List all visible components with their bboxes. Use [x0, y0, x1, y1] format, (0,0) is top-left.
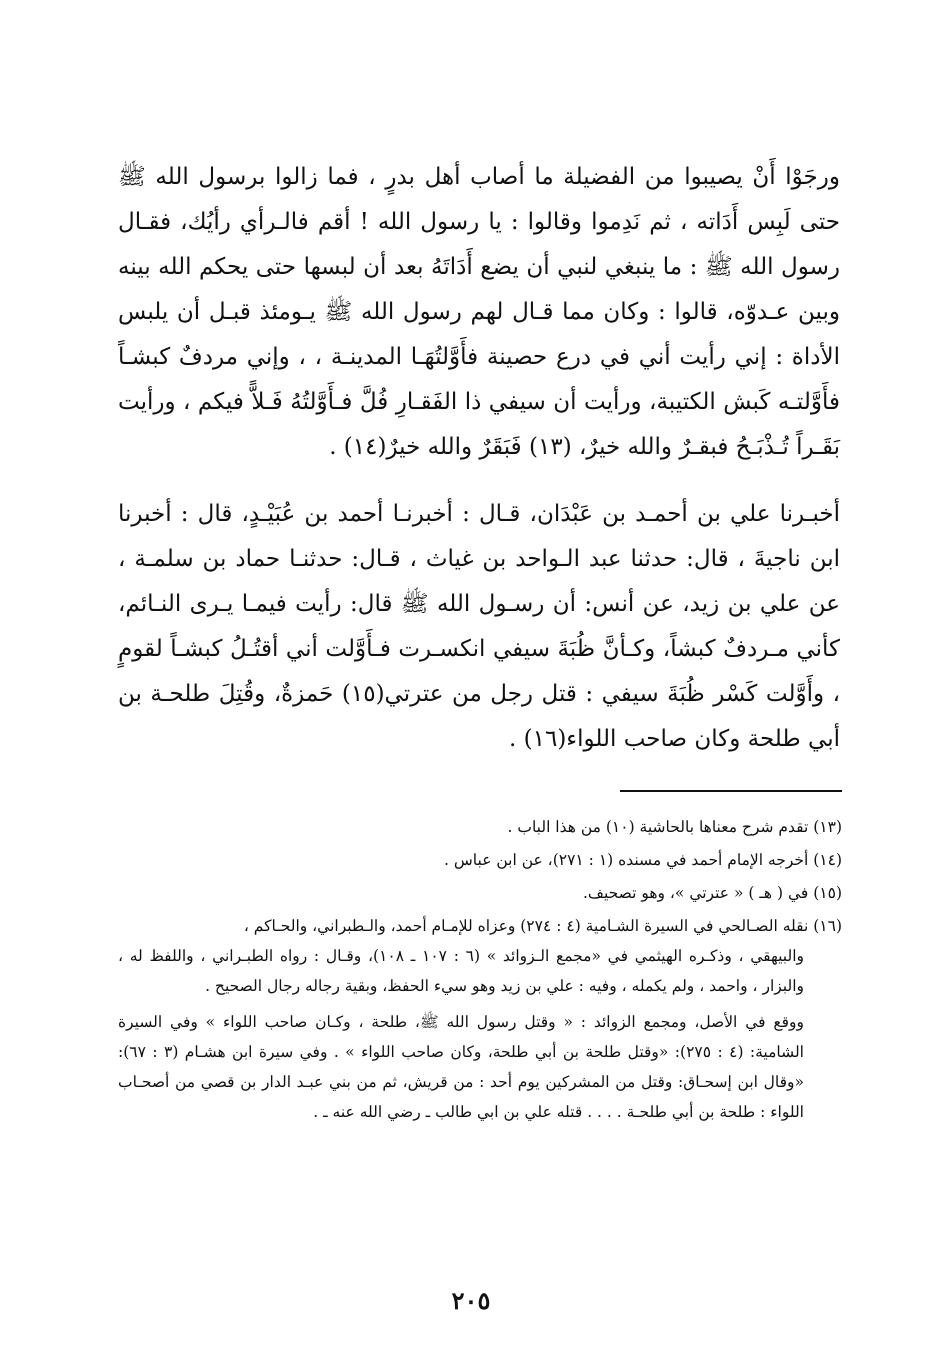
footnote-15: (١٥) في ( هـ ) « عترتي »، وهو تصحيف.	[582, 884, 842, 902]
footnote-16-first-line: (١٦) نقله الصـالحي في السيرة الشـامية (٤ : ٢٧٤) وعزاه للإمـام أحمد، والـطبراني، والحـاكم ،	[243, 917, 842, 935]
main-paragraph-1: ورجَوْا أَنْ يصيبوا من الفضيلة ما أصاب أهل بدرٍ ، فما زالوا برسول الله ﷺ حتى لَبِس أَدَاته ، ثم نَدِموا وقالوا : يا رسول الله ! أقم فالـرأي رأيُك، فقـال رسول الله ﷺ : ما ينبغي لنبي أن يضع أَدَاتَهُ بعد أن لبسها حتى يحكم الله بينه وبين عـدوّه، قالوا : وكان مما قـال لهم رسول الله ﷺ يـومئذ قبـل أن يلبس الأداة : إني رأيت أني في درع حصينة فأَوَّلتُهَـا المدينـة ، ، وإني مردفٌ كبشـاً فأَوَّلتـه كَبش الكتيبة، ورأيت أن سيفي ذا الفَقـارِ فُلَّ فـأَوَّلتُهُ فَـلاًّ فيكم ، ورأيت بَقَـراً تُـذْبَـحُ فبقـرٌ والله خيرٌ، (١٣) فَبَقَرٌ والله خيرٌ(١٤) .	[118, 164, 840, 460]
main-paragraph-2: أخبـرنا علي بن أحمـد بن عَبْدَان، قـال : أخبرنـا أحمد بن عُبَيْـدٍ، قال : أخبرنا ابن ناجيةَ ، قال: حدثنا عبد الـواحد بن غياث ، قـال: حدثنـا حماد بن سلمـة ، عن علي بن زيد، عن أنس: أن رسـول الله ﷺ قال: رأيت فيمـا يـرى النـائم، كأني مـردفٌ كبشاً، وكـأنَّ ظُبَةَ سيفي انكسـرت فـأَوَّلت أني أقتُـلُ كبشـاً لقومٍ ، وأَوَّلت كَسْر ظُبَةَ سيفي : قتل رجل من عترتي(١٥) حَمزةٌ، وقُتِلَ طلحـة بن أبي طلحة وكان صاحب اللواء(١٦) .	[118, 501, 840, 752]
footnote-separator	[620, 790, 842, 792]
footnotes-section	[118, 812, 842, 1127]
footnote-13: (١٣) تقدم شرح معناها بالحاشية (١٠) من هذا الباب .	[507, 818, 842, 836]
footnote-14: (١٤) أخرجه الإمام أحمد في مسنده (١ : ٢٧١)، عن ابن عباس .	[444, 851, 842, 869]
footnote-16-continuation: والبيهقي ، وذكـره الهيثمي في «مجمع الـزوائد » (٦ : ١٠٧ ـ ١٠٨)، وقـال : رواه الطبـراني ، واللفظ له ، والبزار ، واحمد ، ولم يكمله ، وفيه : علي بن زيد وهو سيء الحفظ، وبقية رجاله رجال الصحيح .	[118, 947, 805, 995]
page-number: ٢٠٥	[451, 1286, 491, 1315]
footnote-16	[118, 911, 842, 1001]
footnote-16-additional: ووقع في الأصل، ومجمع الزوائد : « وقتل رسول الله ﷺ، طلحة ، وكـان صاحب اللواء » وفي السيرة الشامية: (٤ : ٢٧٥): «وقتل طلحة بن أبي طلحة، وكان صاحب اللواء » . وفي سيرة ابن هشـام (٣ : ٦٧): «وقال ابن إسحـاق: وقتل من المشركين يوم أحد : من قريش، ثم من بني عبـد الدار بن قصي من أصحـاب اللواء : طلحة بن أبي طلحـة . . . . قتله علي بن ابي طالب ـ رضي الله عنه ـ .	[118, 1013, 804, 1121]
